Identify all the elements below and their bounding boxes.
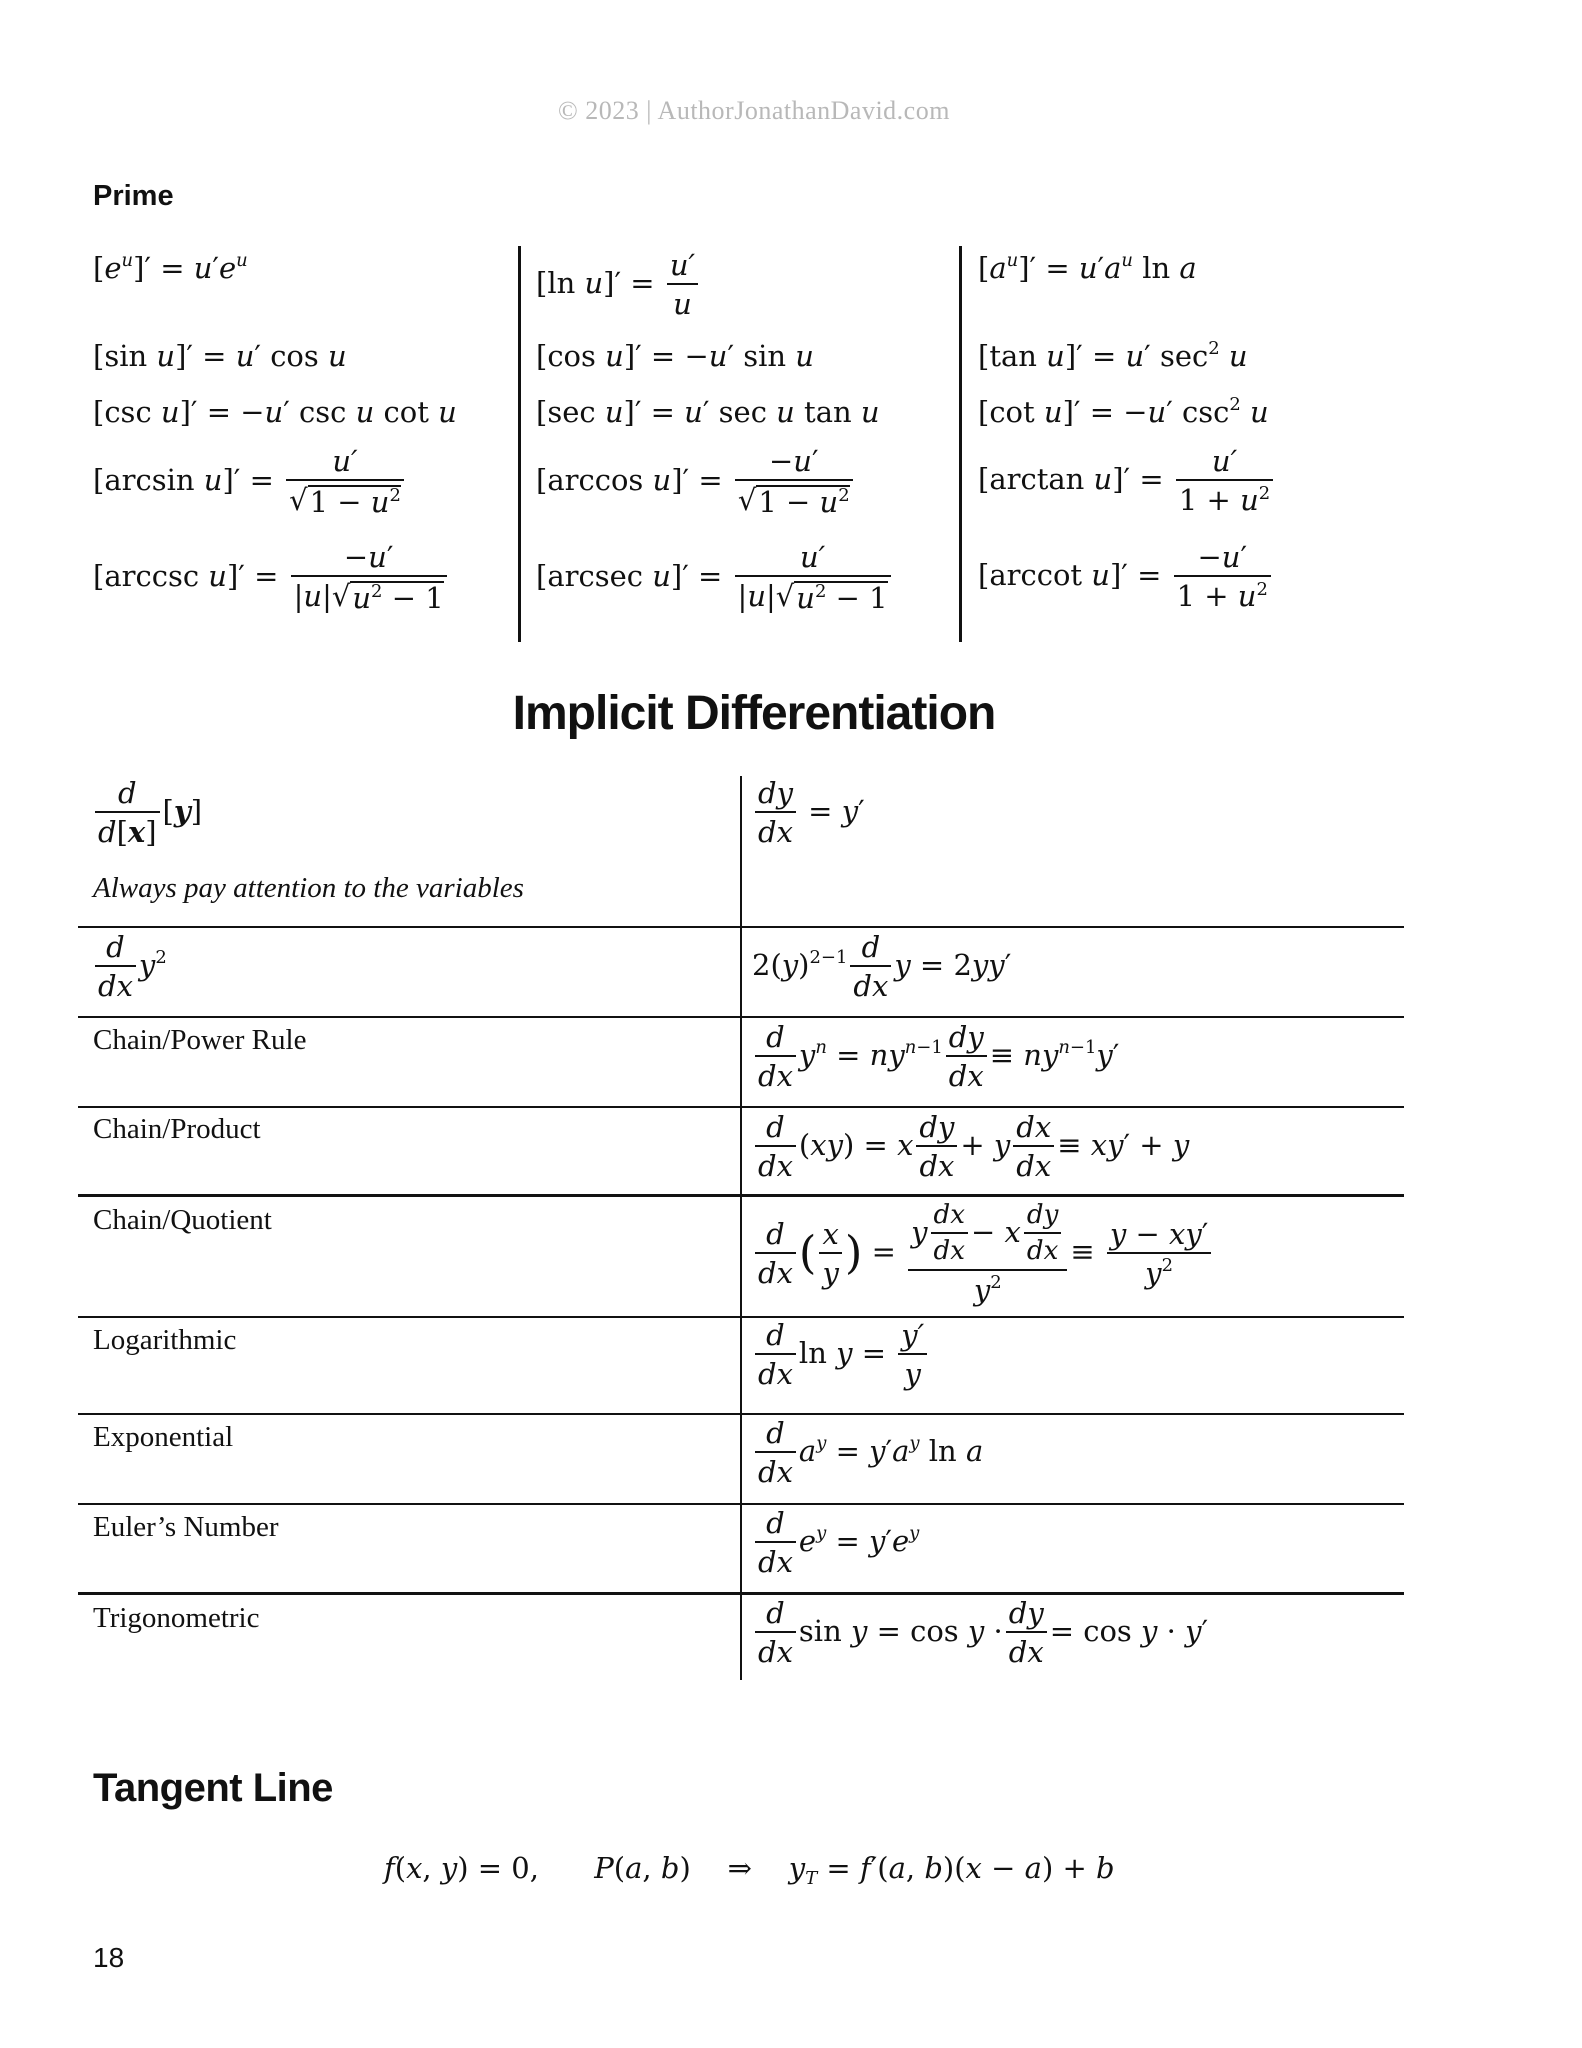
row-formula-y-squared: $2(y)^{2-1}$ $\frac{d}{dx}$ y = 2yy′ xyxy=(752,930,1012,1004)
page-number: 18 xyxy=(93,1942,125,1973)
table-row-divider xyxy=(78,926,1404,928)
formula-exp-u: $[e^u]' = u'e^u$ xyxy=(93,250,248,285)
row-label-exponential: Exponential xyxy=(93,1421,234,1453)
row-label-chain-product: Chain/Product xyxy=(93,1113,261,1145)
prime-column-divider-1 xyxy=(518,246,521,642)
row-note-attention: Always pay attention to the variables xyxy=(93,872,524,904)
row-label-d-dx-y: $\frac{d}{d[x]}$ [y] xyxy=(92,778,202,848)
row-formula-trigonometric: $\frac{d}{dx}$ sin y = cos y · $\frac{dy}{dx}$ = cos y · y′ xyxy=(752,1598,1208,1668)
formula-cot-u: [cot u]′ = −u′ $\csc^2 u$ xyxy=(978,394,1269,429)
formula-csc-u: [csc u]′ = −u′ csc u cot u xyxy=(93,395,457,429)
table-row-divider xyxy=(78,1194,1404,1197)
row-label-d-dx-y-squared: $\frac{d}{dx}$ $y^2$ xyxy=(92,932,167,1002)
row-formula-chain-product: $\frac{d}{dx}$ (xy) = x $\frac{dy}{dx}$ + y $\frac{dx}{dx}$ ≡ xy′ + y xyxy=(752,1112,1189,1182)
table-column-divider xyxy=(740,776,742,1680)
tangent-line-heading: Tangent Line xyxy=(93,1766,333,1810)
table-row-divider xyxy=(78,1592,1404,1595)
formula-arccos-u: [arccos u]′ = −u′ √ $1 - u^2$ xyxy=(536,446,856,518)
row-label-trigonometric: Trigonometric xyxy=(93,1602,260,1634)
formula-cos-u: [cos u]′ = −u′ sin u xyxy=(536,339,814,373)
row-formula-exponential: $\frac{d}{dx}$ $a^y = y'a^y$ ln a xyxy=(752,1418,983,1488)
implicit-differentiation-heading: Implicit Differentiation xyxy=(512,687,996,740)
tangent-line-formula: f(x, y) = 0, P(a, b) ⇒ $y_T = f'(a$, b)(x − a) + b xyxy=(384,1851,1115,1890)
table-row-divider xyxy=(78,1106,1404,1108)
prime-column-divider-2 xyxy=(959,246,962,642)
row-formula-dy-dx: $\frac{dy}{dx}$ = y′ xyxy=(752,778,865,848)
formula-tan-u: [tan u]′ = u′ $\sec^2 u$ xyxy=(978,338,1248,373)
formula-sin-u: [sin u]′ = u′ cos u xyxy=(93,339,347,373)
formula-a-u: $[a^u]' = u'a^u$ ln a xyxy=(978,250,1197,285)
table-row-divider xyxy=(78,1503,1404,1505)
formula-arccot-u: [arccot u]′ = $\frac{-u'}{1 + u^2}$ xyxy=(978,542,1274,612)
copyright-watermark: © 2023 | AuthorJonathanDavid.com xyxy=(558,96,950,125)
formula-arccsc-u: [arccsc u]′ = −u′ |u| √ $u^2 - 1$ xyxy=(93,542,450,614)
formula-arcsec-u: [arcsec u]′ = u′ |u| √ $u^2 - 1$ xyxy=(536,542,894,614)
row-formula-chain-power: $\frac{d}{dx}$ $y^n = ny^{n-1}$ $\frac{dy}{dx}$ ≡ $ny^{n-1}y'$ xyxy=(752,1022,1119,1092)
row-label-logarithmic: Logarithmic xyxy=(93,1324,237,1356)
table-row-divider xyxy=(78,1016,1404,1018)
formula-ln-u: [ln u]′ = $\frac{u'}{u}$ xyxy=(536,250,701,320)
row-label-eulers-number: Euler’s Number xyxy=(93,1511,279,1543)
formula-sec-u: [sec u]′ = u′ sec u tan u xyxy=(536,395,880,429)
row-formula-chain-quotient: $\frac{d}{dx}$ ( $\frac{x}{y}$ ) = y $\frac{dx}{dx}$ − x $\frac{dy}{dx}$ $y^2$ ≡ $\frac{y - xy'}{y^2}$ xyxy=(752,1202,1214,1305)
table-row-divider xyxy=(78,1413,1404,1415)
formula-arctan-u: [arctan u]′ = $\frac{u'}{1 + u^2}$ xyxy=(978,446,1276,516)
row-label-chain-power: Chain/Power Rule xyxy=(93,1024,307,1056)
row-formula-logarithmic: $\frac{d}{dx}$ ln y = $\frac{y'}{y}$ xyxy=(752,1320,930,1390)
prime-heading: Prime xyxy=(93,180,174,212)
formula-arcsin-u: [arcsin u]′ = u′ √ $1 - u^2$ xyxy=(93,446,407,518)
row-label-chain-quotient: Chain/Quotient xyxy=(93,1204,272,1236)
row-formula-eulers-number: $\frac{d}{dx}$ $e^y = y'e^y$ xyxy=(752,1508,919,1578)
table-row-divider xyxy=(78,1316,1404,1318)
